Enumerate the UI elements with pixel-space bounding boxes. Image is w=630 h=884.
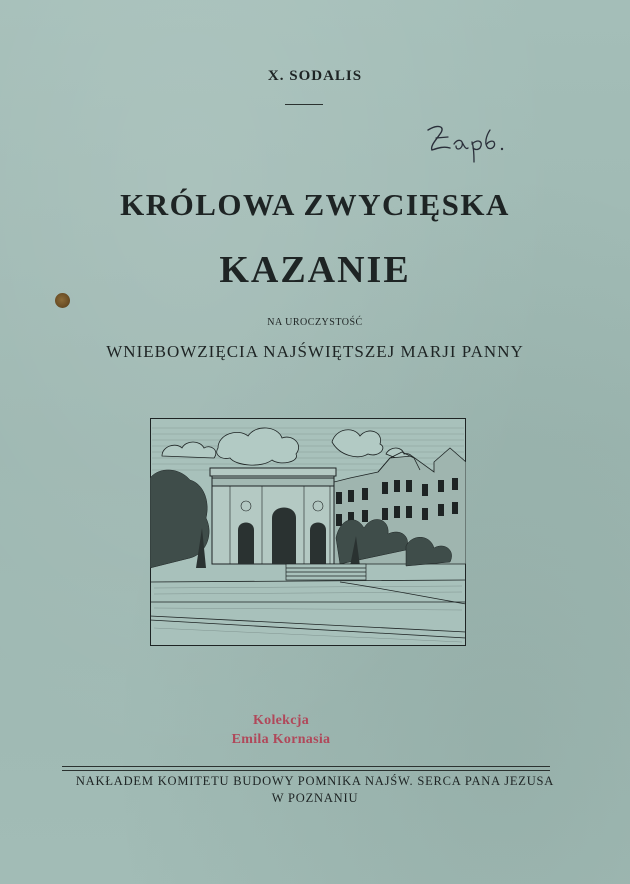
author-name: X. SODALIS	[267, 68, 363, 84]
book-subtitle: KAZANIE	[219, 249, 411, 291]
collection-stamp-line2: Emila Kornasia	[231, 732, 331, 747]
collection-stamp-line1: Kolekcja	[252, 713, 310, 728]
author-divider	[285, 104, 323, 105]
publisher-divider	[62, 766, 550, 771]
occasion-line: NA UROCZYSTOŚĆ	[267, 317, 363, 328]
feast-name: WNIEBOWZIĘCIA NAJŚWIĘTSZEJ MARJI PANNY	[106, 342, 524, 361]
book-title: KRÓLOWA ZWYCIĘSKA	[120, 187, 510, 222]
publisher-city: W POZNANIU	[271, 791, 359, 805]
handwritten-note	[420, 112, 520, 172]
gate-illustration	[150, 418, 466, 646]
publisher-line: NAKŁADEM KOMITETU BUDOWY POMNIKA NAJŚW. SERCA PANA JEZUSA	[75, 774, 555, 788]
punch-hole	[55, 293, 70, 308]
